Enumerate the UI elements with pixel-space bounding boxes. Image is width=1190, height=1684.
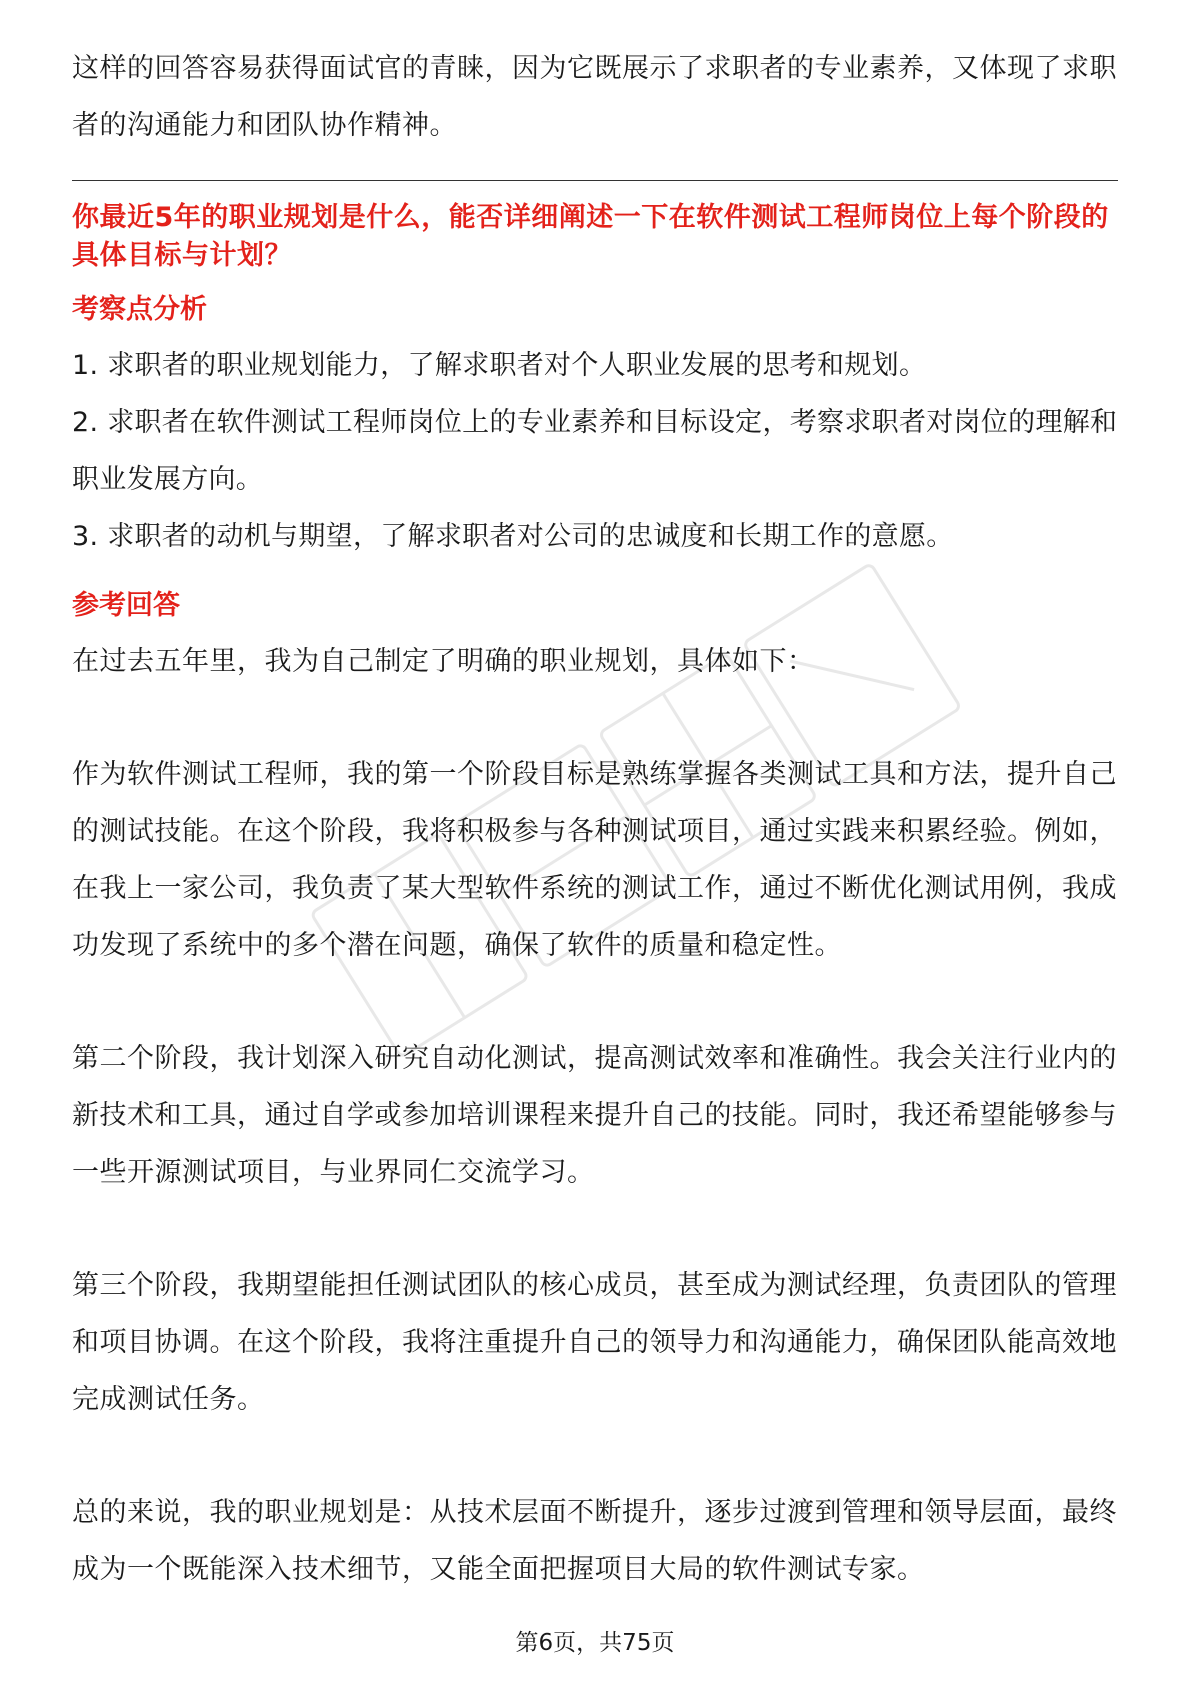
interview-question: 你最近5年的职业规划是什么，能否详细阐述一下在软件测试工程师岗位上每个阶段的具体目标与计划？ <box>72 202 1109 271</box>
answer-paragraph-stage-2: 第二个阶段，我计划深入研究自动化测试，提高测试效率和准确性。我会关注行业内的新技术和工具，通过自学或参加培训课程来提升自己的技能。同时，我还希望能够参与一些开源测试项目，与业界同仁交流学习。 <box>72 1043 1117 1188</box>
answer-paragraph-summary: 总的来说，我的职业规划是：从技术层面不断提升，逐步过渡到管理和领导层面，最终成为一个既能深入技术细节，又能全面把握项目大局的软件测试专家。 <box>72 1497 1117 1585</box>
paragraph-spacer <box>72 1428 1118 1484</box>
answer-paragraph-intro: 在过去五年里，我为自己制定了明确的职业规划，具体如下： <box>72 646 815 677</box>
paragraph-spacer <box>72 1201 1118 1257</box>
page-number: 第6页，共75页 <box>515 1630 675 1656</box>
answer-paragraph-stage-3: 第三个阶段，我期望能担任测试团队的核心成员，甚至成为测试经理，负责团队的管理和项目协调。在这个阶段，我将注重提升自己的领导力和沟通能力，确保团队能高效地完成测试任务。 <box>72 1270 1117 1415</box>
intro-paragraph: 这样的回答容易获得面试官的青睐，因为它既展示了求职者的专业素养，又体现了求职者的沟通能力和团队协作精神。 <box>72 53 1117 141</box>
paragraph-spacer <box>72 690 1118 746</box>
answer-paragraph-stage-1: 作为软件测试工程师，我的第一个阶段目标是熟练掌握各类测试工具和方法，提升自己的测试技能。在这个阶段，我将积极参与各种测试项目，通过实践来积累经验。例如，在我上一家公司，我负责了某大型软件系统的测试工作，通过不断优化测试用例，我成功发现了系统中的多个潜在问题，确保了软件的质量和稳定性。 <box>72 759 1117 961</box>
analysis-heading: 考察点分析 <box>72 294 207 325</box>
section-divider <box>72 180 1118 181</box>
document-page <box>72 40 1118 1598</box>
analysis-item-1: 1. 求职者的职业规划能力，了解求职者对个人职业发展的思考和规划。 <box>72 350 927 381</box>
paragraph-spacer <box>72 974 1118 1030</box>
analysis-item-2: 2. 求职者在软件测试工程师岗位上的专业素养和目标设定，考察求职者对岗位的理解和职业发展方向。 <box>72 407 1118 495</box>
analysis-item-3: 3. 求职者的动机与期望，了解求职者对公司的忠诚度和长期工作的意愿。 <box>72 521 954 552</box>
answer-heading: 参考回答 <box>72 590 180 621</box>
